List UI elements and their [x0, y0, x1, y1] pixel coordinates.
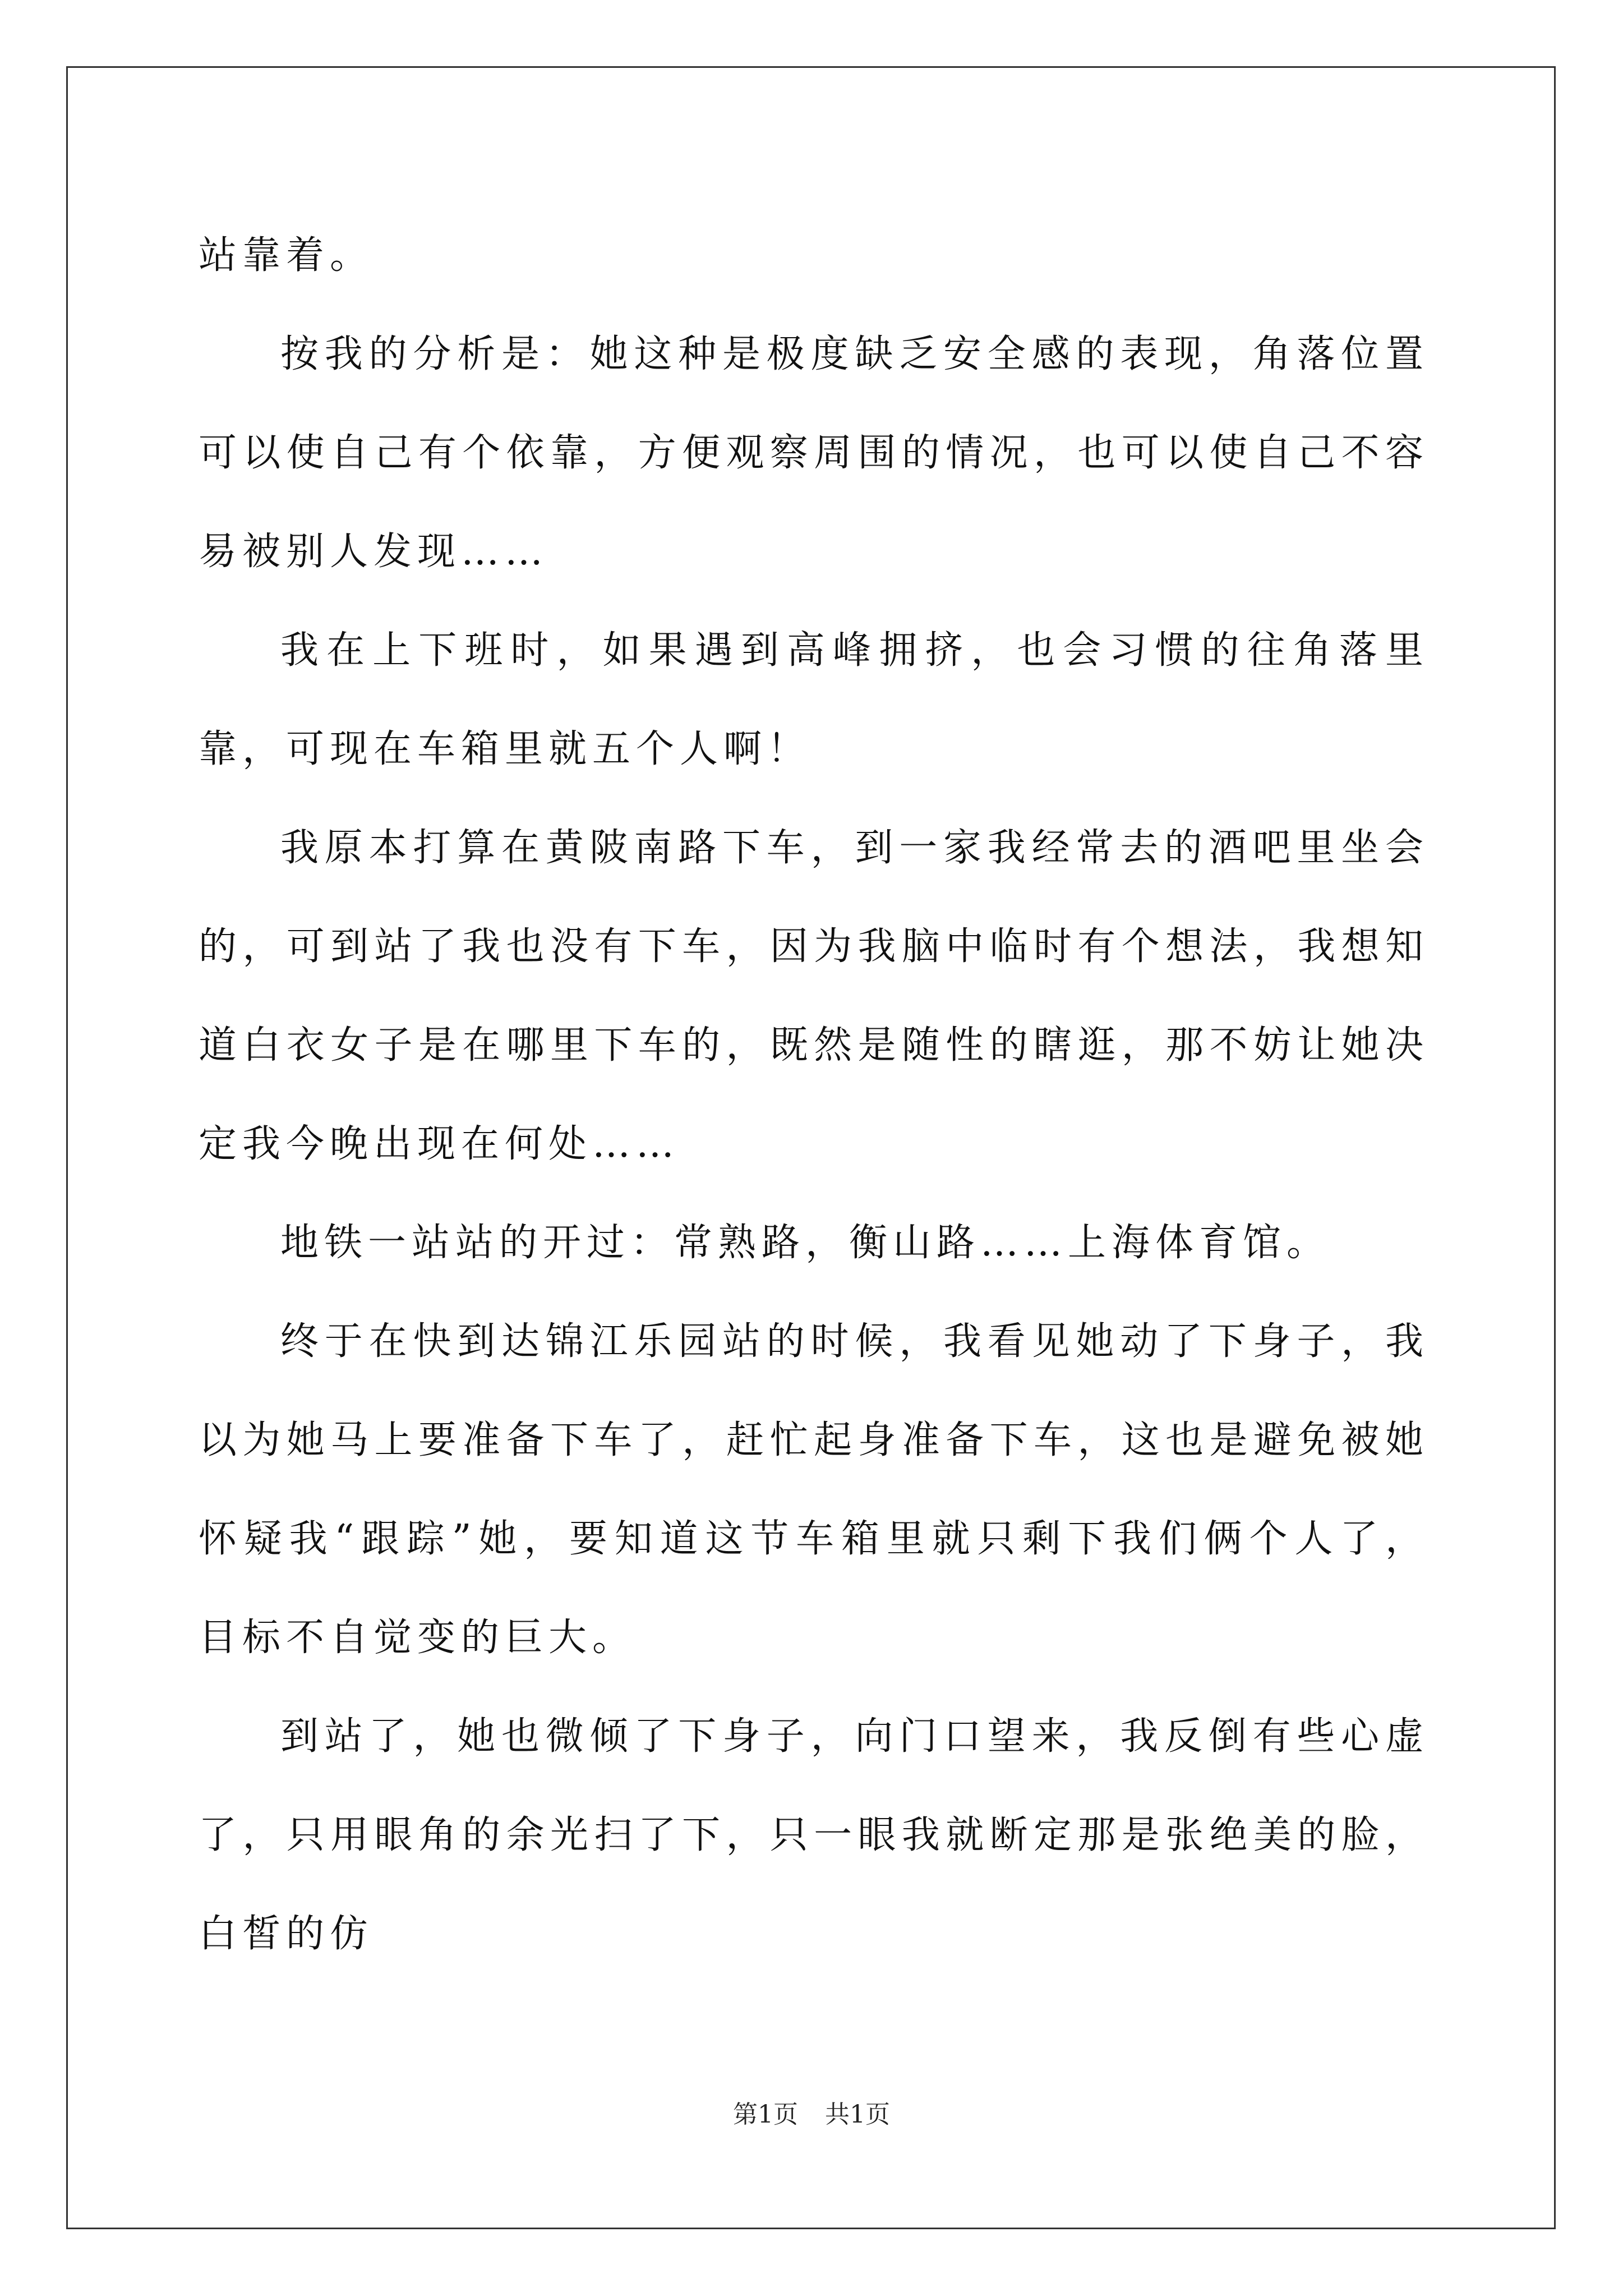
paragraph-1: 站靠着。 — [199, 233, 374, 278]
paragraph-7: 到站了，她也微倾了下身子，向门口望来，我反倒有些心虚了，只用眼角的余光扫了下，只一眼我就断定那是张绝美的脸，白皙的仿 — [199, 1714, 1429, 1956]
page-number: 第1页 — [733, 2100, 798, 2129]
paragraph-5: 地铁一站站的开过：常熟路，衡山路……上海体育馆。 — [280, 1221, 1331, 1265]
paragraph-4: 我原本打算在黄陂南路下车，到一家我经常去的酒吧里坐会的，可到站了我也没有下车，因为我脑中临时有个想法，我想知道白衣女子是在哪里下车的，既然是随性的瞎逛，那不妨让她决定我今晚出现在何处…… — [199, 826, 1429, 1166]
page-total: 共1页 — [825, 2100, 890, 2129]
paragraph-3: 我在上下班时，如果遇到高峰拥挤，也会习惯的往角落里靠，可现在车箱里就五个人啊！ — [199, 628, 1429, 771]
page-footer — [0, 2098, 1623, 2132]
paragraph-6: 终于在快到达锦江乐园站的时候，我看见她动了下身子，我以为她马上要准备下车了，赶忙起身准备下车，这也是避免被她怀疑我“跟踪”她，要知道这节车箱里就只剩下我们俩个人了，目标不自觉变的巨大。 — [199, 1319, 1429, 1660]
document-body — [199, 206, 1429, 1984]
paragraph-2: 按我的分析是：她这种是极度缺乏安全感的表现，角落位置可以使自己有个依靠，方便观察周围的情况，也可以使自己不容易被别人发现…… — [199, 332, 1429, 574]
